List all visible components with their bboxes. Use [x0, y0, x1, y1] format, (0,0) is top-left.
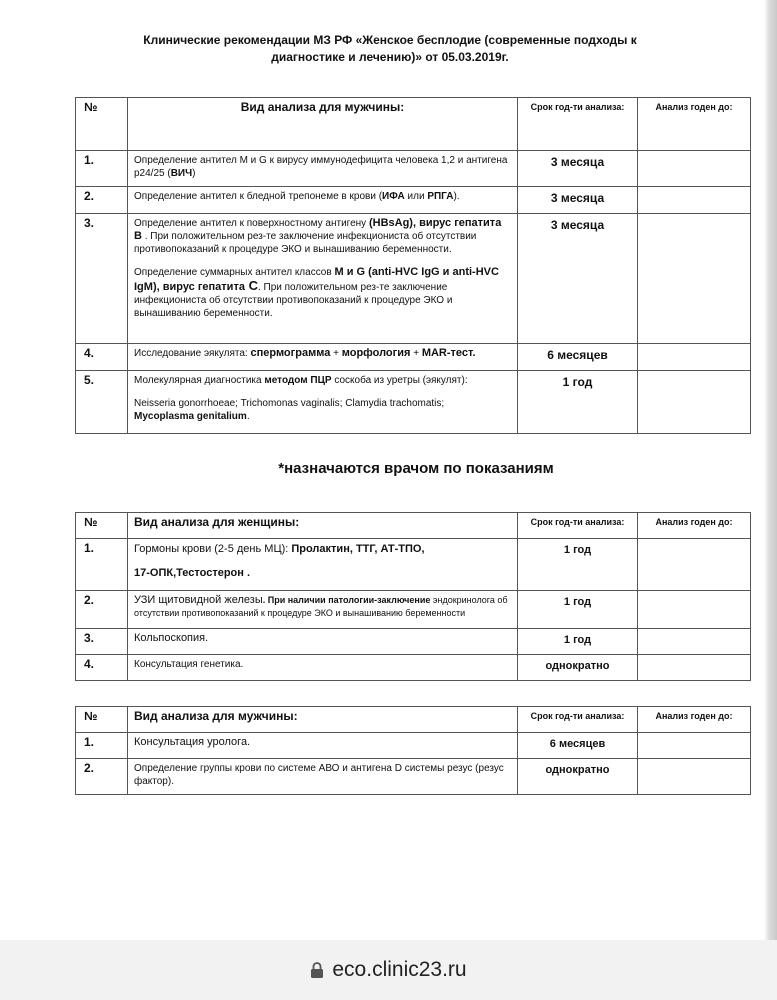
table-row	[76, 759, 751, 795]
table-row	[76, 214, 751, 344]
document-title: Клинические рекомендации МЗ РФ «Женское бесплодие (современные подходы к диагностике и лечению)» от 05.03.2019г.	[143, 33, 637, 64]
text: Neisseria gonorrhoeae	[134, 398, 236, 409]
row-valid-until[interactable]	[638, 539, 751, 591]
row-test	[128, 344, 518, 371]
women-tests-table	[75, 512, 751, 681]
text: или	[404, 191, 428, 202]
col-validity-header: Срок год-ти анализа:	[518, 513, 638, 539]
text-bold: M и G (anti-HVC IgG и anti-HVC IgM), вирус гепатита	[134, 266, 499, 293]
text: . При положительном рез-те заключение инфекциониста об отсутствии противопоказаний к процедуре ЭКО и вынашиванию беременности.	[134, 282, 453, 319]
text-bold: морфология	[341, 347, 411, 359]
row-validity: 3 месяца	[518, 214, 638, 344]
row-validity: 6 месяцев	[518, 344, 638, 371]
text-bold: ВИЧ	[170, 168, 193, 179]
col-valid-until-header: Анализ годен до:	[638, 707, 751, 733]
row-num: 2.	[76, 591, 128, 629]
col-validity-header: Срок год-ти анализа:	[518, 707, 638, 733]
col-num-header: №	[76, 513, 128, 539]
text-bold: методом ПЦР	[264, 375, 332, 386]
header-text: Вид анализа для мужчины:	[240, 100, 405, 114]
row-test	[128, 214, 518, 344]
text: Определение суммарных антител классов	[134, 267, 335, 278]
row-validity: 1 год	[518, 371, 638, 434]
row-valid-until[interactable]	[638, 629, 751, 655]
table-row	[76, 371, 751, 434]
row-test	[128, 629, 518, 655]
text: Консультация генетика.	[134, 659, 244, 670]
table-header-row	[76, 513, 751, 539]
hepatitis-c-paragraph	[134, 266, 511, 320]
text: эндокринолога об отсутствии противопоказаний к процедуре ЭКО и вынашиванию беременности	[134, 595, 508, 618]
row-validity: однократно	[518, 759, 638, 795]
row-test	[128, 539, 518, 591]
row-validity: однократно	[518, 655, 638, 681]
text: УЗИ щитовидной железы	[134, 594, 263, 606]
text: Определение группы крови по системе АВО и антигена D системы резус (резус фактор).	[134, 763, 504, 787]
col-test-header	[128, 98, 518, 151]
table-row	[76, 629, 751, 655]
text-bold: Пролактин, ТТГ, АТ-ТПО,	[291, 543, 425, 555]
row-num: 3.	[76, 629, 128, 655]
text: ;	[339, 398, 346, 409]
text: Гормоны крови (2-5 день МЦ):	[134, 543, 292, 555]
row-valid-until[interactable]	[638, 187, 751, 214]
col-test-header	[128, 513, 518, 539]
organism-list	[134, 397, 511, 423]
page-edge-shadow	[764, 0, 777, 940]
text: ;	[235, 398, 241, 409]
row-valid-until[interactable]	[638, 371, 751, 434]
text: )	[192, 168, 196, 179]
row-validity: 1 год	[518, 629, 638, 655]
text-bold: С	[244, 278, 258, 293]
row-num: 3.	[76, 214, 128, 344]
row-validity: 1 год	[518, 539, 638, 591]
text-bold: . При наличии патологии-заключение	[262, 595, 431, 605]
lock-icon	[310, 961, 324, 979]
text: Молекулярная диагностика	[134, 375, 265, 386]
row-num: 4.	[76, 344, 128, 371]
text-bold: (HBsAg), вирус гепатита В	[134, 217, 502, 242]
table-row	[76, 151, 751, 187]
text-bold: спермограмма	[250, 347, 331, 359]
header-text: Вид анализа для женщины:	[134, 515, 300, 529]
text: Определение антител к бледной трепонеме в крови (	[134, 191, 383, 202]
text: . При положительном рез-те заключение инфекциониста об отсутствии противопоказаний к процедуре ЭКО и вынашиванию беременности.	[134, 231, 477, 255]
row-validity: 3 месяца	[518, 187, 638, 214]
table-row	[76, 539, 751, 591]
table-row	[76, 187, 751, 214]
header-text: Вид анализа для мужчины:	[134, 709, 298, 723]
text-bold: Mycoplasma genitalium	[134, 411, 247, 422]
row-num: 1.	[76, 151, 128, 187]
table-header-row	[76, 707, 751, 733]
row-valid-until[interactable]	[638, 214, 751, 344]
row-validity: 3 месяца	[518, 151, 638, 187]
col-num-header: №	[76, 707, 128, 733]
row-valid-until[interactable]	[638, 344, 751, 371]
text: Определение антител М и G к вирусу иммунодефицита человека 1,2 и антигена р24/25 (	[134, 155, 508, 179]
text: Кольпоскопия.	[134, 632, 209, 644]
text-bold: 17-ОПК,Тестостерон .	[134, 567, 251, 579]
men-tests-table	[75, 97, 751, 434]
table-header-row	[76, 98, 751, 151]
row-test	[128, 655, 518, 681]
men-consult-table	[75, 706, 751, 795]
row-num: 5.	[76, 371, 128, 434]
row-test	[128, 759, 518, 795]
url-text: eco.clinic23.ru	[332, 958, 467, 981]
row-num: 1.	[76, 733, 128, 759]
row-valid-until[interactable]	[638, 733, 751, 759]
text: Консультация уролога.	[134, 736, 251, 748]
row-num: 1.	[76, 539, 128, 591]
table-row	[76, 733, 751, 759]
text: ).	[453, 191, 460, 202]
col-validity-header: Срок год-ти анализа:	[518, 98, 638, 151]
text-bold: MAR-тест.	[421, 347, 476, 359]
row-num: 2.	[76, 187, 128, 214]
text: Исследование эякулята:	[134, 348, 251, 359]
row-test	[128, 151, 518, 187]
row-num: 2.	[76, 759, 128, 795]
col-num-header: №	[76, 98, 128, 151]
row-valid-until[interactable]	[638, 591, 751, 629]
row-valid-until[interactable]	[638, 151, 751, 187]
text: +	[410, 348, 422, 359]
row-test	[128, 371, 518, 434]
col-test-header	[128, 707, 518, 733]
row-test	[128, 733, 518, 759]
row-valid-until[interactable]	[638, 759, 751, 795]
row-test	[128, 591, 518, 629]
row-validity: 1 год	[518, 591, 638, 629]
text: +	[330, 348, 342, 359]
hepatitis-b-paragraph	[134, 217, 511, 256]
text-bold: ИФА	[382, 191, 405, 202]
col-valid-until-header: Анализ годен до:	[638, 513, 751, 539]
text-bold: РПГА	[427, 191, 454, 202]
browser-address-bar[interactable]	[0, 940, 777, 1000]
text: Trichomonas vaginalis	[240, 398, 340, 409]
row-valid-until[interactable]	[638, 655, 751, 681]
text: Clamydia trachomatis	[345, 398, 442, 409]
row-validity: 6 месяцев	[518, 733, 638, 759]
text: соскоба из уретры (эякулят):	[331, 375, 468, 386]
row-test	[128, 187, 518, 214]
table-row	[76, 344, 751, 371]
table-row	[76, 591, 751, 629]
text: ;	[441, 398, 445, 409]
col-valid-until-header: Анализ годен до:	[638, 98, 751, 151]
note-text: *назначаются врачом по показаниям	[278, 460, 554, 477]
text: Определение антител к поверхностному антигену	[134, 218, 369, 229]
row-num: 4.	[76, 655, 128, 681]
table-row	[76, 655, 751, 681]
text: .	[246, 411, 250, 422]
